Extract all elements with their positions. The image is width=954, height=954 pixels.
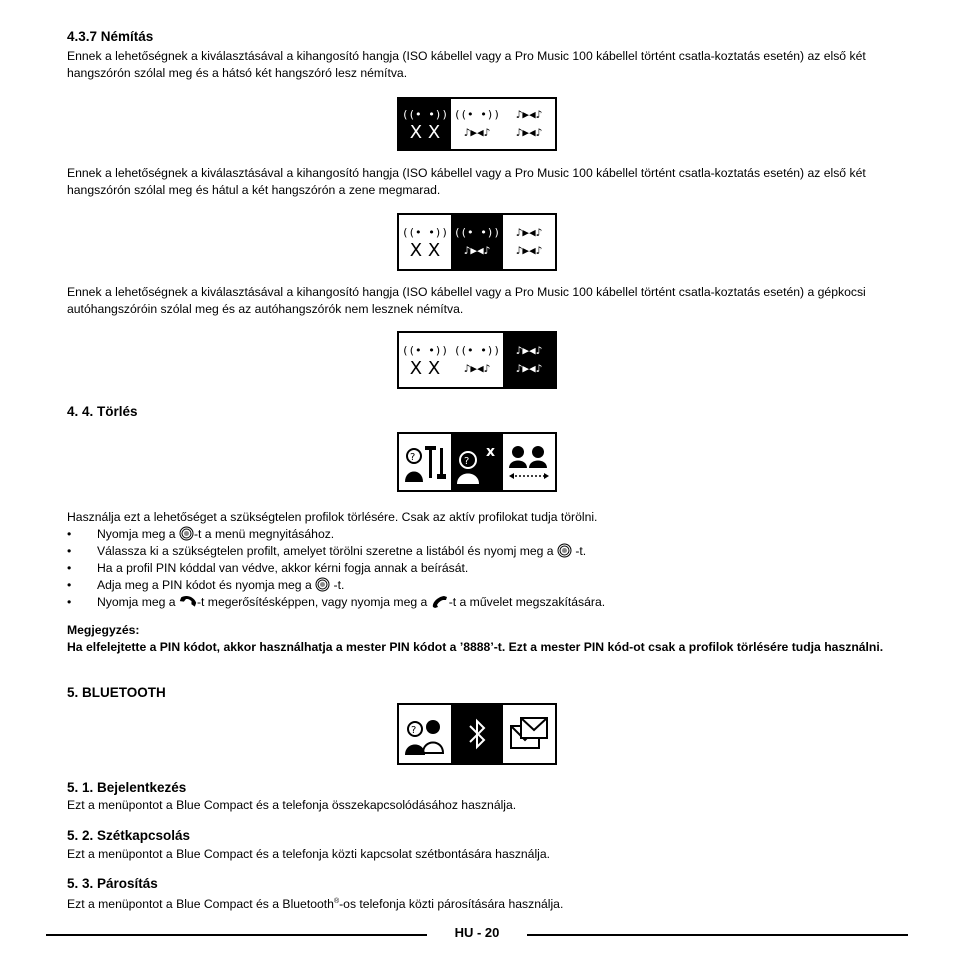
rotary-knob-icon	[557, 543, 572, 558]
mute-x-icon: X X	[409, 358, 441, 379]
list-item: • Ha a profil PIN kóddal van védve, akkor kérni fogja annak a beírását.	[67, 560, 892, 577]
rotary-knob-icon	[179, 526, 194, 541]
section-title-bluetooth: 5. BLUETOOTH	[67, 685, 166, 700]
lcd-cell-profile-settings	[399, 434, 451, 490]
music-notes-icon: ♪▶◀♪	[463, 362, 491, 375]
svg-text:?: ?	[411, 725, 417, 736]
speaker-waves-icon: ((• •))	[453, 226, 501, 239]
lcd-mute-option-2	[397, 213, 557, 271]
lcd-cell-front	[399, 215, 451, 269]
section-title-pairing: 5. 3. Párosítás	[67, 876, 158, 891]
list-item: • Nyomja meg a -t a menü megnyitásához.	[67, 526, 892, 543]
profiles-icon	[401, 711, 449, 757]
note-text: Ha elfelejtette a PIN kódot, akkor használhatja a mester PIN kódot a ’8888’-t. Ezt a mester PIN kód-ot csak a profilok törlésére tudja használni.	[67, 640, 884, 654]
mute-paragraph-2: Ennek a lehetőségnek a kiválasztásával a kihangosító hangja (ISO kábellel vagy a Pro Music 100 kábellel történt csatla-koztatás esetén) az első két hangszórón szólal meg és hátul a két hangszórón a zene megmarad.	[67, 166, 866, 197]
lcd-cell-front	[399, 99, 451, 149]
speaker-waves-icon: ((• •))	[401, 344, 449, 357]
lcd-cell-middle	[451, 333, 503, 387]
footer-rule-left	[46, 934, 427, 936]
lcd-cell-front	[399, 333, 451, 387]
lcd-bluetooth-menu	[397, 703, 557, 765]
lcd-delete-menu	[397, 432, 557, 492]
delete-intro: Használja ezt a lehetőséget a szükségtelen profilok törlésére. Csak az aktív profilokat tudja törölni.	[67, 510, 598, 524]
disconnect-text: Ezt a menüpontot a Blue Compact és a telefonja közti kapcsolat szétbontására használja.	[67, 847, 551, 861]
lcd-cell-delete-profile	[451, 434, 503, 490]
lcd-cell-profiles	[399, 705, 451, 763]
mute-paragraph-1: Ennek a lehetőségnek a kiválasztásával a kihangosító hangja (ISO kábellel vagy a Pro Music 100 kábellel történt csatla-koztatás esetén) az első két hangszórón szólal meg és a hátsó két hangszóró lesz némítva.	[67, 49, 866, 80]
pairing-text: Ezt a menüpontot a Blue Compact és a Bluetooth®-os telefonja közti párosítására használja.	[67, 897, 564, 911]
call-accept-icon	[179, 595, 197, 609]
svg-text:?: ?	[410, 452, 416, 463]
lcd-cell-messages	[503, 705, 555, 763]
section-title-delete: 4. 4. Törlés	[67, 404, 138, 419]
music-notes-icon: ♪▶◀♪	[515, 244, 543, 257]
lcd-cell-right	[503, 333, 555, 387]
delete-steps-list	[67, 526, 892, 611]
music-notes-icon: ♪▶◀♪	[463, 126, 491, 139]
lcd-cell-right	[503, 215, 555, 269]
lcd-cell-bluetooth	[451, 705, 503, 763]
envelope-icon	[507, 714, 551, 754]
section-title-mute: 4.3.7 Némítás	[67, 29, 154, 44]
music-notes-icon: ♪▶◀♪	[515, 108, 543, 121]
section-title-disconnect: 5. 2. Szétkapcsolás	[67, 828, 191, 843]
music-notes-icon: ♪▶◀♪	[515, 344, 543, 357]
section-title-login: 5. 1. Bejelentkezés	[67, 780, 187, 795]
lcd-cell-middle	[451, 99, 503, 149]
speaker-waves-icon: ((• •))	[401, 108, 449, 121]
svg-text:?: ?	[464, 456, 470, 467]
music-notes-icon: ♪▶◀♪	[515, 362, 543, 375]
list-item: • Válassza ki a szükségtelen profilt, amelyet törölni szeretne a listából és nyomj meg a -t.	[67, 543, 892, 560]
lcd-cell-swap-profiles	[503, 434, 555, 490]
profile-settings-icon	[401, 440, 449, 484]
delete-profile-icon	[453, 440, 501, 484]
speaker-waves-icon: ((• •))	[453, 108, 501, 121]
login-text: Ezt a menüpontot a Blue Compact és a telefonja összekapcsolódásához használja.	[67, 798, 517, 812]
lcd-cell-middle	[451, 215, 503, 269]
lcd-mute-option-1	[397, 97, 557, 151]
footer-rule-right	[527, 934, 908, 936]
speaker-waves-icon: ((• •))	[453, 344, 501, 357]
lcd-cell-right	[503, 99, 555, 149]
music-notes-icon: ♪▶◀♪	[463, 244, 491, 257]
speaker-waves-icon: ((• •))	[401, 226, 449, 239]
mute-paragraph-3: Ennek a lehetőségnek a kiválasztásával a kihangosító hangja (ISO kábellel vagy a Pro Music 100 kábellel történt csatla-koztatás esetén) a gépkocsi autóhangszóróin szólal meg és az autóhangszórók nem lesznek némítva.	[67, 285, 866, 316]
list-item: • Adja meg a PIN kódot és nyomja meg a -t.	[67, 577, 892, 594]
bluetooth-icon	[462, 714, 492, 754]
registered-mark: ®	[333, 897, 340, 905]
swap-profiles-icon	[505, 440, 553, 484]
lcd-mute-option-3	[397, 331, 557, 389]
mute-x-icon: X X	[409, 240, 441, 261]
list-item: • Nyomja meg a -t megerősítésképpen, vagy nyomja meg a -t a művelet megszakítására.	[67, 594, 892, 611]
svg-text:x: x	[486, 444, 496, 460]
call-reject-icon	[431, 595, 449, 609]
music-notes-icon: ♪▶◀♪	[515, 226, 543, 239]
note-label: Megjegyzés:	[67, 623, 140, 637]
music-notes-icon: ♪▶◀♪	[515, 126, 543, 139]
page-number: HU - 20	[454, 925, 500, 940]
rotary-knob-icon	[315, 577, 330, 592]
mute-x-icon: X X	[409, 122, 441, 143]
